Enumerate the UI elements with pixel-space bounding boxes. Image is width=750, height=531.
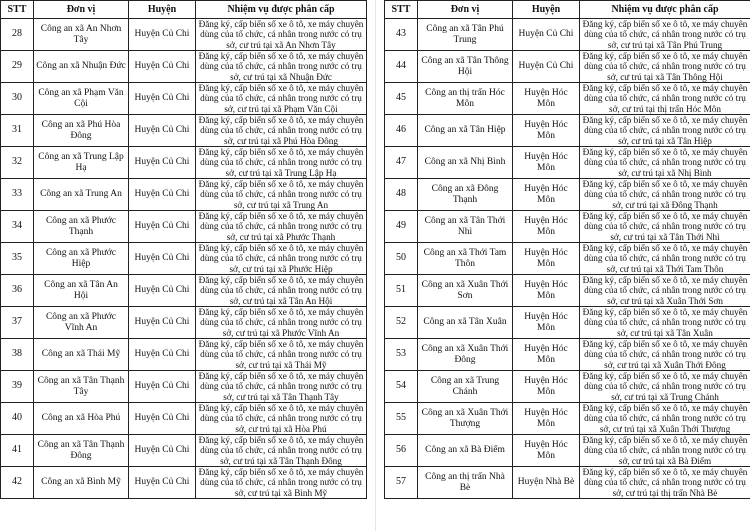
cell-unit: Công an xã Nhuận Đức xyxy=(34,51,129,83)
cell-task: Đăng ký, cấp biển số xe ô tô, xe máy chuyên dùng của tổ chức, cá nhân trong nước có trụ sở, cư trú tại xã Tân Thông Hội xyxy=(580,51,750,83)
cell-task: Đăng ký, cấp biển số xe ô tô, xe máy chuyên dùng của tổ chức, cá nhân trong nước có trụ sở, cư trú tại thị trấn Nhà Bè xyxy=(580,467,750,499)
cell-district: Huyện Hóc Môn xyxy=(513,435,580,467)
table-row xyxy=(385,179,750,211)
cell-unit: Công an xã Xuân Thới Sơn xyxy=(418,275,513,307)
table-row xyxy=(385,211,750,243)
table-row xyxy=(1,83,367,115)
cell-stt: 57 xyxy=(385,467,418,499)
table-row xyxy=(1,371,367,403)
cell-unit: Công an xã Nhị Bình xyxy=(418,147,513,179)
cell-district: Huyện Củ Chi xyxy=(129,211,196,243)
table-header-row xyxy=(385,1,750,19)
table-row xyxy=(1,211,367,243)
cell-district: Huyện Hóc Môn xyxy=(513,211,580,243)
cell-unit: Công an xã Bình Mỹ xyxy=(34,467,129,499)
cell-unit: Công an xã Thới Tam Thôn xyxy=(418,243,513,275)
cell-task: Đăng ký, cấp biển số xe ô tô, xe máy chuyên dùng của tổ chức, cá nhân trong nước có trụ sở, cư trú tại xã Tân Thạnh Tây xyxy=(196,371,367,403)
cell-unit: Công an xã Xuân Thới Đông xyxy=(418,339,513,371)
table-header-row xyxy=(1,1,367,19)
cell-stt: 48 xyxy=(385,179,418,211)
cell-unit: Công an thị trấn Hóc Môn xyxy=(418,83,513,115)
table-row xyxy=(385,403,750,435)
cell-district: Huyện Củ Chi xyxy=(129,307,196,339)
cell-stt: 55 xyxy=(385,403,418,435)
cell-unit: Công an xã Bà Điểm xyxy=(418,435,513,467)
cell-stt: 44 xyxy=(385,51,418,83)
cell-district: Huyện Hóc Môn xyxy=(513,371,580,403)
cell-district: Huyện Củ Chi xyxy=(129,339,196,371)
table-row xyxy=(1,19,367,51)
cell-task: Đăng ký, cấp biển số xe ô tô, xe máy chuyên dùng của tổ chức, cá nhân trong nước có trụ sở, cư trú tại xã An Nhơn Tây xyxy=(196,19,367,51)
cell-stt: 41 xyxy=(1,435,34,467)
cell-task: Đăng ký, cấp biển số xe ô tô, xe máy chuyên dùng của tổ chức, cá nhân trong nước có trụ sở, cư trú tại xã Thới Tam Thôn xyxy=(580,243,750,275)
table-row xyxy=(385,115,750,147)
cell-stt: 46 xyxy=(385,115,418,147)
table-row xyxy=(1,243,367,275)
cell-stt: 42 xyxy=(1,467,34,499)
cell-task: Đăng ký, cấp biển số xe ô tô, xe máy chuyên dùng của tổ chức, cá nhân trong nước có trụ sở, cư trú tại xã Nhuận Đức xyxy=(196,51,367,83)
table-row xyxy=(1,115,367,147)
cell-task: Đăng ký, cấp biển số xe ô tô, xe máy chuyên dùng của tổ chức, cá nhân trong nước có trụ sở, cư trú tại xã Đông Thạnh xyxy=(580,179,750,211)
cell-district: Huyện Củ Chi xyxy=(129,403,196,435)
header-stt: STT xyxy=(385,1,418,19)
cell-unit: Công an xã Tân Thới Nhì xyxy=(418,211,513,243)
cell-task: Đăng ký, cấp biển số xe ô tô, xe máy chuyên dùng của tổ chức, cá nhân trong nước có trụ sở, cư trú tại xã Trung Chánh xyxy=(580,371,750,403)
table-row xyxy=(385,275,750,307)
cell-stt: 53 xyxy=(385,339,418,371)
cell-district: Huyện Hóc Môn xyxy=(513,403,580,435)
cell-unit: Công an xã Thái Mỹ xyxy=(34,339,129,371)
cell-task: Đăng ký, cấp biển số xe ô tô, xe máy chuyên dùng của tổ chức, cá nhân trong nước có trụ sở, cư trú tại xã Tân Xuân xyxy=(580,307,750,339)
table-row xyxy=(1,339,367,371)
cell-unit: Công an xã Xuân Thới Thượng xyxy=(418,403,513,435)
cell-district: Huyện Hóc Môn xyxy=(513,275,580,307)
cell-district: Huyện Củ Chi xyxy=(129,371,196,403)
cell-district: Huyện Hóc Môn xyxy=(513,243,580,275)
cell-task: Đăng ký, cấp biển số xe ô tô, xe máy chuyên dùng của tổ chức, cá nhân trong nước có trụ sở, cư trú tại xã Trung An xyxy=(196,179,367,211)
cell-unit: Công an thị trấn Nhà Bè xyxy=(418,467,513,499)
cell-task: Đăng ký, cấp biển số xe ô tô, xe máy chuyên dùng của tổ chức, cá nhân trong nước có trụ sở, cư trú tại xã Phú Hòa Đông xyxy=(196,115,367,147)
header-task: Nhiệm vụ được phân cấp xyxy=(580,1,750,19)
cell-stt: 33 xyxy=(1,179,34,211)
cell-district: Huyện Hóc Môn xyxy=(513,83,580,115)
cell-task: Đăng ký, cấp biển số xe ô tô, xe máy chuyên dùng của tổ chức, cá nhân trong nước có trụ sở, cư trú tại xã Phước Hiệp xyxy=(196,243,367,275)
cell-unit: Công an xã Phước Hiệp xyxy=(34,243,129,275)
cell-district: Huyện Củ Chi xyxy=(129,275,196,307)
cell-unit: Công an xã Trung An xyxy=(34,179,129,211)
cell-district: Huyện Củ Chi xyxy=(513,51,580,83)
cell-district: Huyện Củ Chi xyxy=(129,83,196,115)
table-row xyxy=(385,467,750,499)
table-row xyxy=(385,243,750,275)
cell-task: Đăng ký, cấp biển số xe ô tô, xe máy chuyên dùng của tổ chức, cá nhân trong nước có trụ sở, cư trú tại xã Bà Điểm xyxy=(580,435,750,467)
cell-district: Huyện Củ Chi xyxy=(129,243,196,275)
left-page xyxy=(0,0,366,531)
assignment-table-right xyxy=(384,0,750,499)
cell-task: Đăng ký, cấp biển số xe ô tô, xe máy chuyên dùng của tổ chức, cá nhân trong nước có trụ sở, cư trú tại xã Phước Thạnh xyxy=(196,211,367,243)
cell-stt: 49 xyxy=(385,211,418,243)
cell-task: Đăng ký, cấp biển số xe ô tô, xe máy chuyên dùng của tổ chức, cá nhân trong nước có trụ sở, cư trú tại xã Tân Hiệp xyxy=(580,115,750,147)
cell-stt: 39 xyxy=(1,371,34,403)
cell-unit: Công an xã Tân Hiệp xyxy=(418,115,513,147)
cell-task: Đăng ký, cấp biển số xe ô tô, xe máy chuyên dùng của tổ chức, cá nhân trong nước có trụ sở, cư trú tại xã Tân Phú Trung xyxy=(580,19,750,51)
cell-stt: 37 xyxy=(1,307,34,339)
cell-stt: 40 xyxy=(1,403,34,435)
cell-district: Huyện Nhà Bè xyxy=(513,467,580,499)
cell-stt: 35 xyxy=(1,243,34,275)
cell-unit: Công an xã Trung Chánh xyxy=(418,371,513,403)
cell-unit: Công an xã Đông Thạnh xyxy=(418,179,513,211)
cell-stt: 31 xyxy=(1,115,34,147)
cell-task: Đăng ký, cấp biển số xe ô tô, xe máy chuyên dùng của tổ chức, cá nhân trong nước có trụ sở, cư trú tại xã Tân An Hội xyxy=(196,275,367,307)
cell-unit: Công an xã Tân Xuân xyxy=(418,307,513,339)
cell-task: Đăng ký, cấp biển số xe ô tô, xe máy chuyên dùng của tổ chức, cá nhân trong nước có trụ sở, cư trú tại xã Nhị Bình xyxy=(580,147,750,179)
table-row xyxy=(1,435,367,467)
cell-unit: Công an xã Tân Thạnh Đông xyxy=(34,435,129,467)
cell-district: Huyện Củ Chi xyxy=(129,115,196,147)
header-unit: Đơn vị xyxy=(34,1,129,19)
cell-stt: 28 xyxy=(1,19,34,51)
table-row xyxy=(385,307,750,339)
cell-unit: Công an xã Tân An Hội xyxy=(34,275,129,307)
cell-task: Đăng ký, cấp biển số xe ô tô, xe máy chuyên dùng của tổ chức, cá nhân trong nước có trụ sở, cư trú tại xã Hòa Phú xyxy=(196,403,367,435)
cell-unit: Công an xã Phước Thạnh xyxy=(34,211,129,243)
cell-district: Huyện Củ Chi xyxy=(129,147,196,179)
cell-stt: 47 xyxy=(385,147,418,179)
table-row xyxy=(385,339,750,371)
header-unit: Đơn vị xyxy=(418,1,513,19)
cell-district: Huyện Củ Chi xyxy=(129,179,196,211)
header-district: Huyện xyxy=(129,1,196,19)
table-row xyxy=(1,467,367,499)
cell-district: Huyện Hóc Môn xyxy=(513,307,580,339)
cell-task: Đăng ký, cấp biển số xe ô tô, xe máy chuyên dùng của tổ chức, cá nhân trong nước có trụ sở, cư trú tại xã Xuân Thới Sơn xyxy=(580,275,750,307)
assignment-table-left xyxy=(0,0,367,499)
table-row xyxy=(1,147,367,179)
cell-unit: Công an xã Trung Lập Hạ xyxy=(34,147,129,179)
cell-district: Huyện Củ Chi xyxy=(513,19,580,51)
cell-stt: 54 xyxy=(385,371,418,403)
cell-task: Đăng ký, cấp biển số xe ô tô, xe máy chuyên dùng của tổ chức, cá nhân trong nước có trụ sở, cư trú tại xã Phạm Văn Cội xyxy=(196,83,367,115)
header-task: Nhiệm vụ được phân cấp xyxy=(196,1,367,19)
cell-district: Huyện Hóc Môn xyxy=(513,179,580,211)
cell-unit: Công an xã Hòa Phú xyxy=(34,403,129,435)
table-row xyxy=(385,147,750,179)
cell-task: Đăng ký, cấp biển số xe ô tô, xe máy chuyên dùng của tổ chức, cá nhân trong nước có trụ sở, cư trú tại xã Tân Thạnh Đông xyxy=(196,435,367,467)
cell-district: Huyện Hóc Môn xyxy=(513,339,580,371)
cell-district: Huyện Hóc Môn xyxy=(513,147,580,179)
cell-unit: Công an xã Phú Hòa Đông xyxy=(34,115,129,147)
table-row xyxy=(385,19,750,51)
table-row xyxy=(1,307,367,339)
table-row xyxy=(385,51,750,83)
cell-stt: 29 xyxy=(1,51,34,83)
cell-stt: 43 xyxy=(385,19,418,51)
table-row xyxy=(385,371,750,403)
cell-unit: Công an xã Tân Thạnh Tây xyxy=(34,371,129,403)
cell-stt: 51 xyxy=(385,275,418,307)
cell-stt: 36 xyxy=(1,275,34,307)
cell-stt: 52 xyxy=(385,307,418,339)
table-body-right xyxy=(385,19,750,499)
cell-stt: 45 xyxy=(385,83,418,115)
cell-stt: 34 xyxy=(1,211,34,243)
cell-unit: Công an xã Tân Thông Hội xyxy=(418,51,513,83)
cell-stt: 32 xyxy=(1,147,34,179)
right-page xyxy=(384,0,750,531)
table-row xyxy=(1,179,367,211)
table-row xyxy=(1,403,367,435)
cell-stt: 30 xyxy=(1,83,34,115)
cell-district: Huyện Củ Chi xyxy=(129,435,196,467)
table-body-left xyxy=(1,19,367,499)
cell-task: Đăng ký, cấp biển số xe ô tô, xe máy chuyên dùng của tổ chức, cá nhân trong nước có trụ sở, cư trú tại xã Trung Lập Hạ xyxy=(196,147,367,179)
cell-task: Đăng ký, cấp biển số xe ô tô, xe máy chuyên dùng của tổ chức, cá nhân trong nước có trụ sở, cư trú tại xã Tân Thới Nhì xyxy=(580,211,750,243)
cell-unit: Công an xã Phạm Văn Cội xyxy=(34,83,129,115)
cell-district: Huyện Củ Chi xyxy=(129,467,196,499)
cell-unit: Công an xã An Nhơn Tây xyxy=(34,19,129,51)
cell-task: Đăng ký, cấp biển số xe ô tô, xe máy chuyên dùng của tổ chức, cá nhân trong nước có trụ sở, cư trú tại xã Xuân Thới Thượng xyxy=(580,403,750,435)
header-stt: STT xyxy=(1,1,34,19)
header-district: Huyện xyxy=(513,1,580,19)
cell-stt: 56 xyxy=(385,435,418,467)
page-divider xyxy=(375,0,376,531)
cell-district: Huyện Củ Chi xyxy=(129,51,196,83)
cell-stt: 50 xyxy=(385,243,418,275)
cell-task: Đăng ký, cấp biển số xe ô tô, xe máy chuyên dùng của tổ chức, cá nhân trong nước có trụ sở, cư trú tại xã Xuân Thới Đông xyxy=(580,339,750,371)
cell-unit: Công an xã Phước Vĩnh An xyxy=(34,307,129,339)
table-row xyxy=(385,83,750,115)
cell-unit: Công an xã Tân Phú Trung xyxy=(418,19,513,51)
cell-district: Huyện Củ Chi xyxy=(129,19,196,51)
table-row xyxy=(385,435,750,467)
table-row xyxy=(1,51,367,83)
cell-task: Đăng ký, cấp biển số xe ô tô, xe máy chuyên dùng của tổ chức, cá nhân trong nước có trụ sở, cư trú tại thị trấn Hóc Môn xyxy=(580,83,750,115)
cell-task: Đăng ký, cấp biển số xe ô tô, xe máy chuyên dùng của tổ chức, cá nhân trong nước có trụ sở, cư trú tại xã Thái Mỹ xyxy=(196,339,367,371)
table-row xyxy=(1,275,367,307)
cell-stt: 38 xyxy=(1,339,34,371)
cell-district: Huyện Hóc Môn xyxy=(513,115,580,147)
cell-task: Đăng ký, cấp biển số xe ô tô, xe máy chuyên dùng của tổ chức, cá nhân trong nước có trụ sở, cư trú tại xã Bình Mỹ xyxy=(196,467,367,499)
cell-task: Đăng ký, cấp biển số xe ô tô, xe máy chuyên dùng của tổ chức, cá nhân trong nước có trụ sở, cư trú tại xã Phước Vĩnh An xyxy=(196,307,367,339)
